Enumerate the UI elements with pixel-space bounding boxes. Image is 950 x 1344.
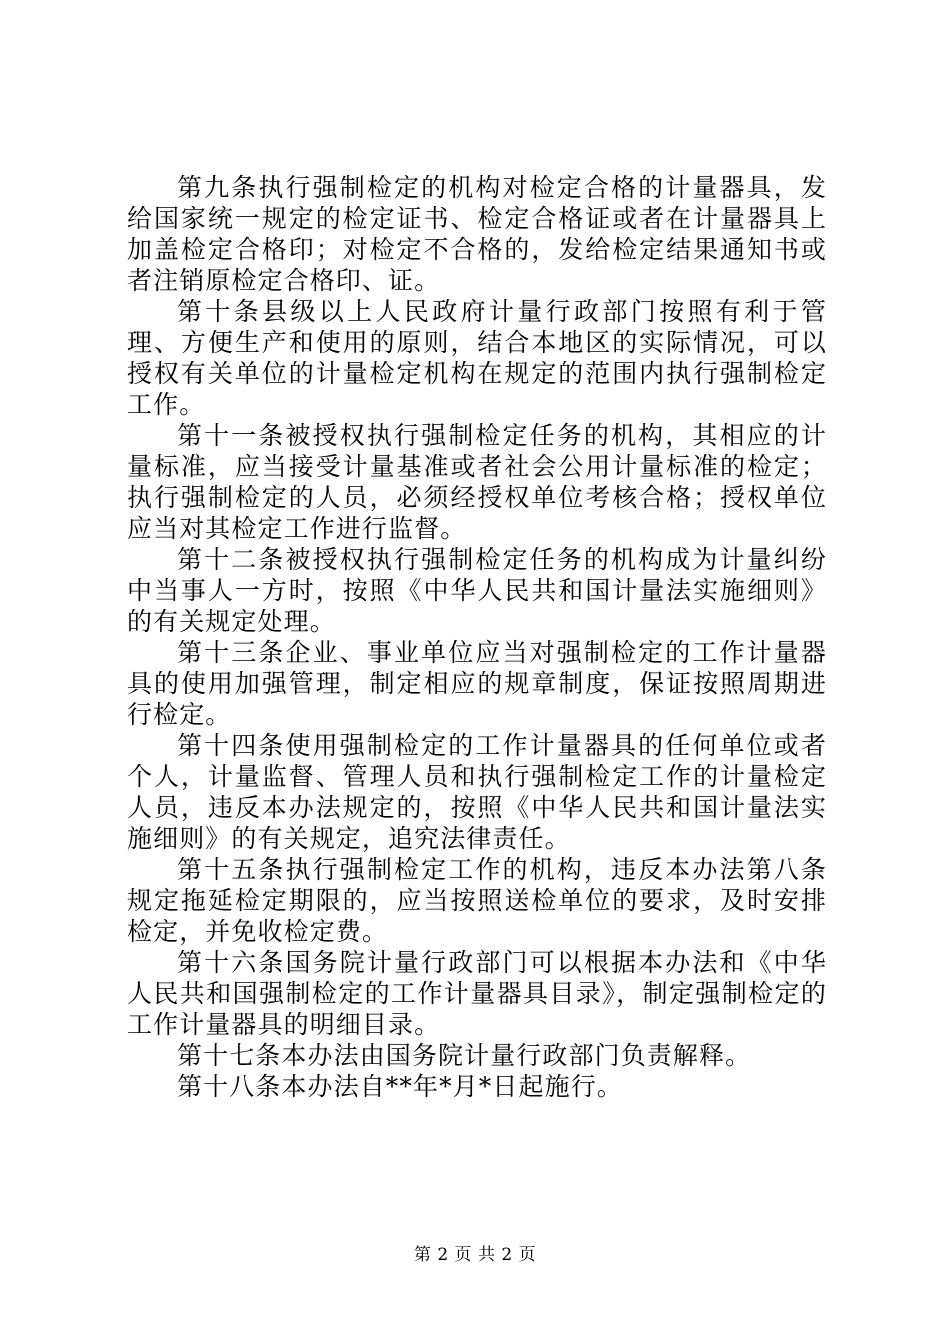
article-10-paragraph: 第十条县级以上人民政府计量行政部门按照有利于管理、方便生产和使用的原则，结合本地区的实际情况，可以授权有关单位的计量检定机构在规定的范围内执行强制检定工作。: [127, 297, 827, 419]
document-body: [127, 172, 827, 1102]
article-16-paragraph: 第十六条国务院计量行政部门可以根据本办法和《中华人民共和国强制检定的工作计量器具目录》，制定强制检定的工作计量器具的明细目录。: [127, 948, 827, 1039]
article-9-paragraph: 第九条执行强制检定的机构对检定合格的计量器具，发给国家统一规定的检定证书、检定合格证或者在计量器具上加盖检定合格印；对检定不合格的，发给检定结果通知书或者注销原检定合格印、证。: [127, 173, 827, 295]
article-12-paragraph: 第十二条被授权执行强制检定任务的机构成为计量纠纷中当事人一方时，按照《中华人民共和国计量法实施细则》的有关规定处理。: [127, 545, 827, 636]
article-17-paragraph: 第十七条本办法由国务院计量行政部门负责解释。: [177, 1041, 752, 1070]
article-13-paragraph: 第十三条企业、事业单位应当对强制检定的工作计量器具的使用加强管理，制定相应的规章制度，保证按照周期进行检定。: [127, 638, 827, 729]
article-11-paragraph: 第十一条被授权执行强制检定任务的机构，其相应的计量标准，应当接受计量基准或者社会公用计量标准的检定；执行强制检定的人员，必须经授权单位考核合格；授权单位应当对其检定工作进行监督。: [127, 421, 827, 543]
page-number-footer: 第 2 页 共 2 页: [413, 1245, 537, 1265]
article-15-paragraph: 第十五条执行强制检定工作的机构，违反本办法第八条规定拖延检定期限的，应当按照送检单位的要求，及时安排检定，并免收检定费。: [127, 855, 827, 946]
article-14-paragraph: 第十四条使用强制检定的工作计量器具的任何单位或者个人，计量监督、管理人员和执行强制检定工作的计量检定人员，违反本办法规定的，按照《中华人民共和国计量法实施细则》的有关规定，追究法律责任。: [127, 731, 827, 853]
article-18-paragraph: 第十八条本办法自**年*月*日起施行。: [177, 1072, 623, 1101]
